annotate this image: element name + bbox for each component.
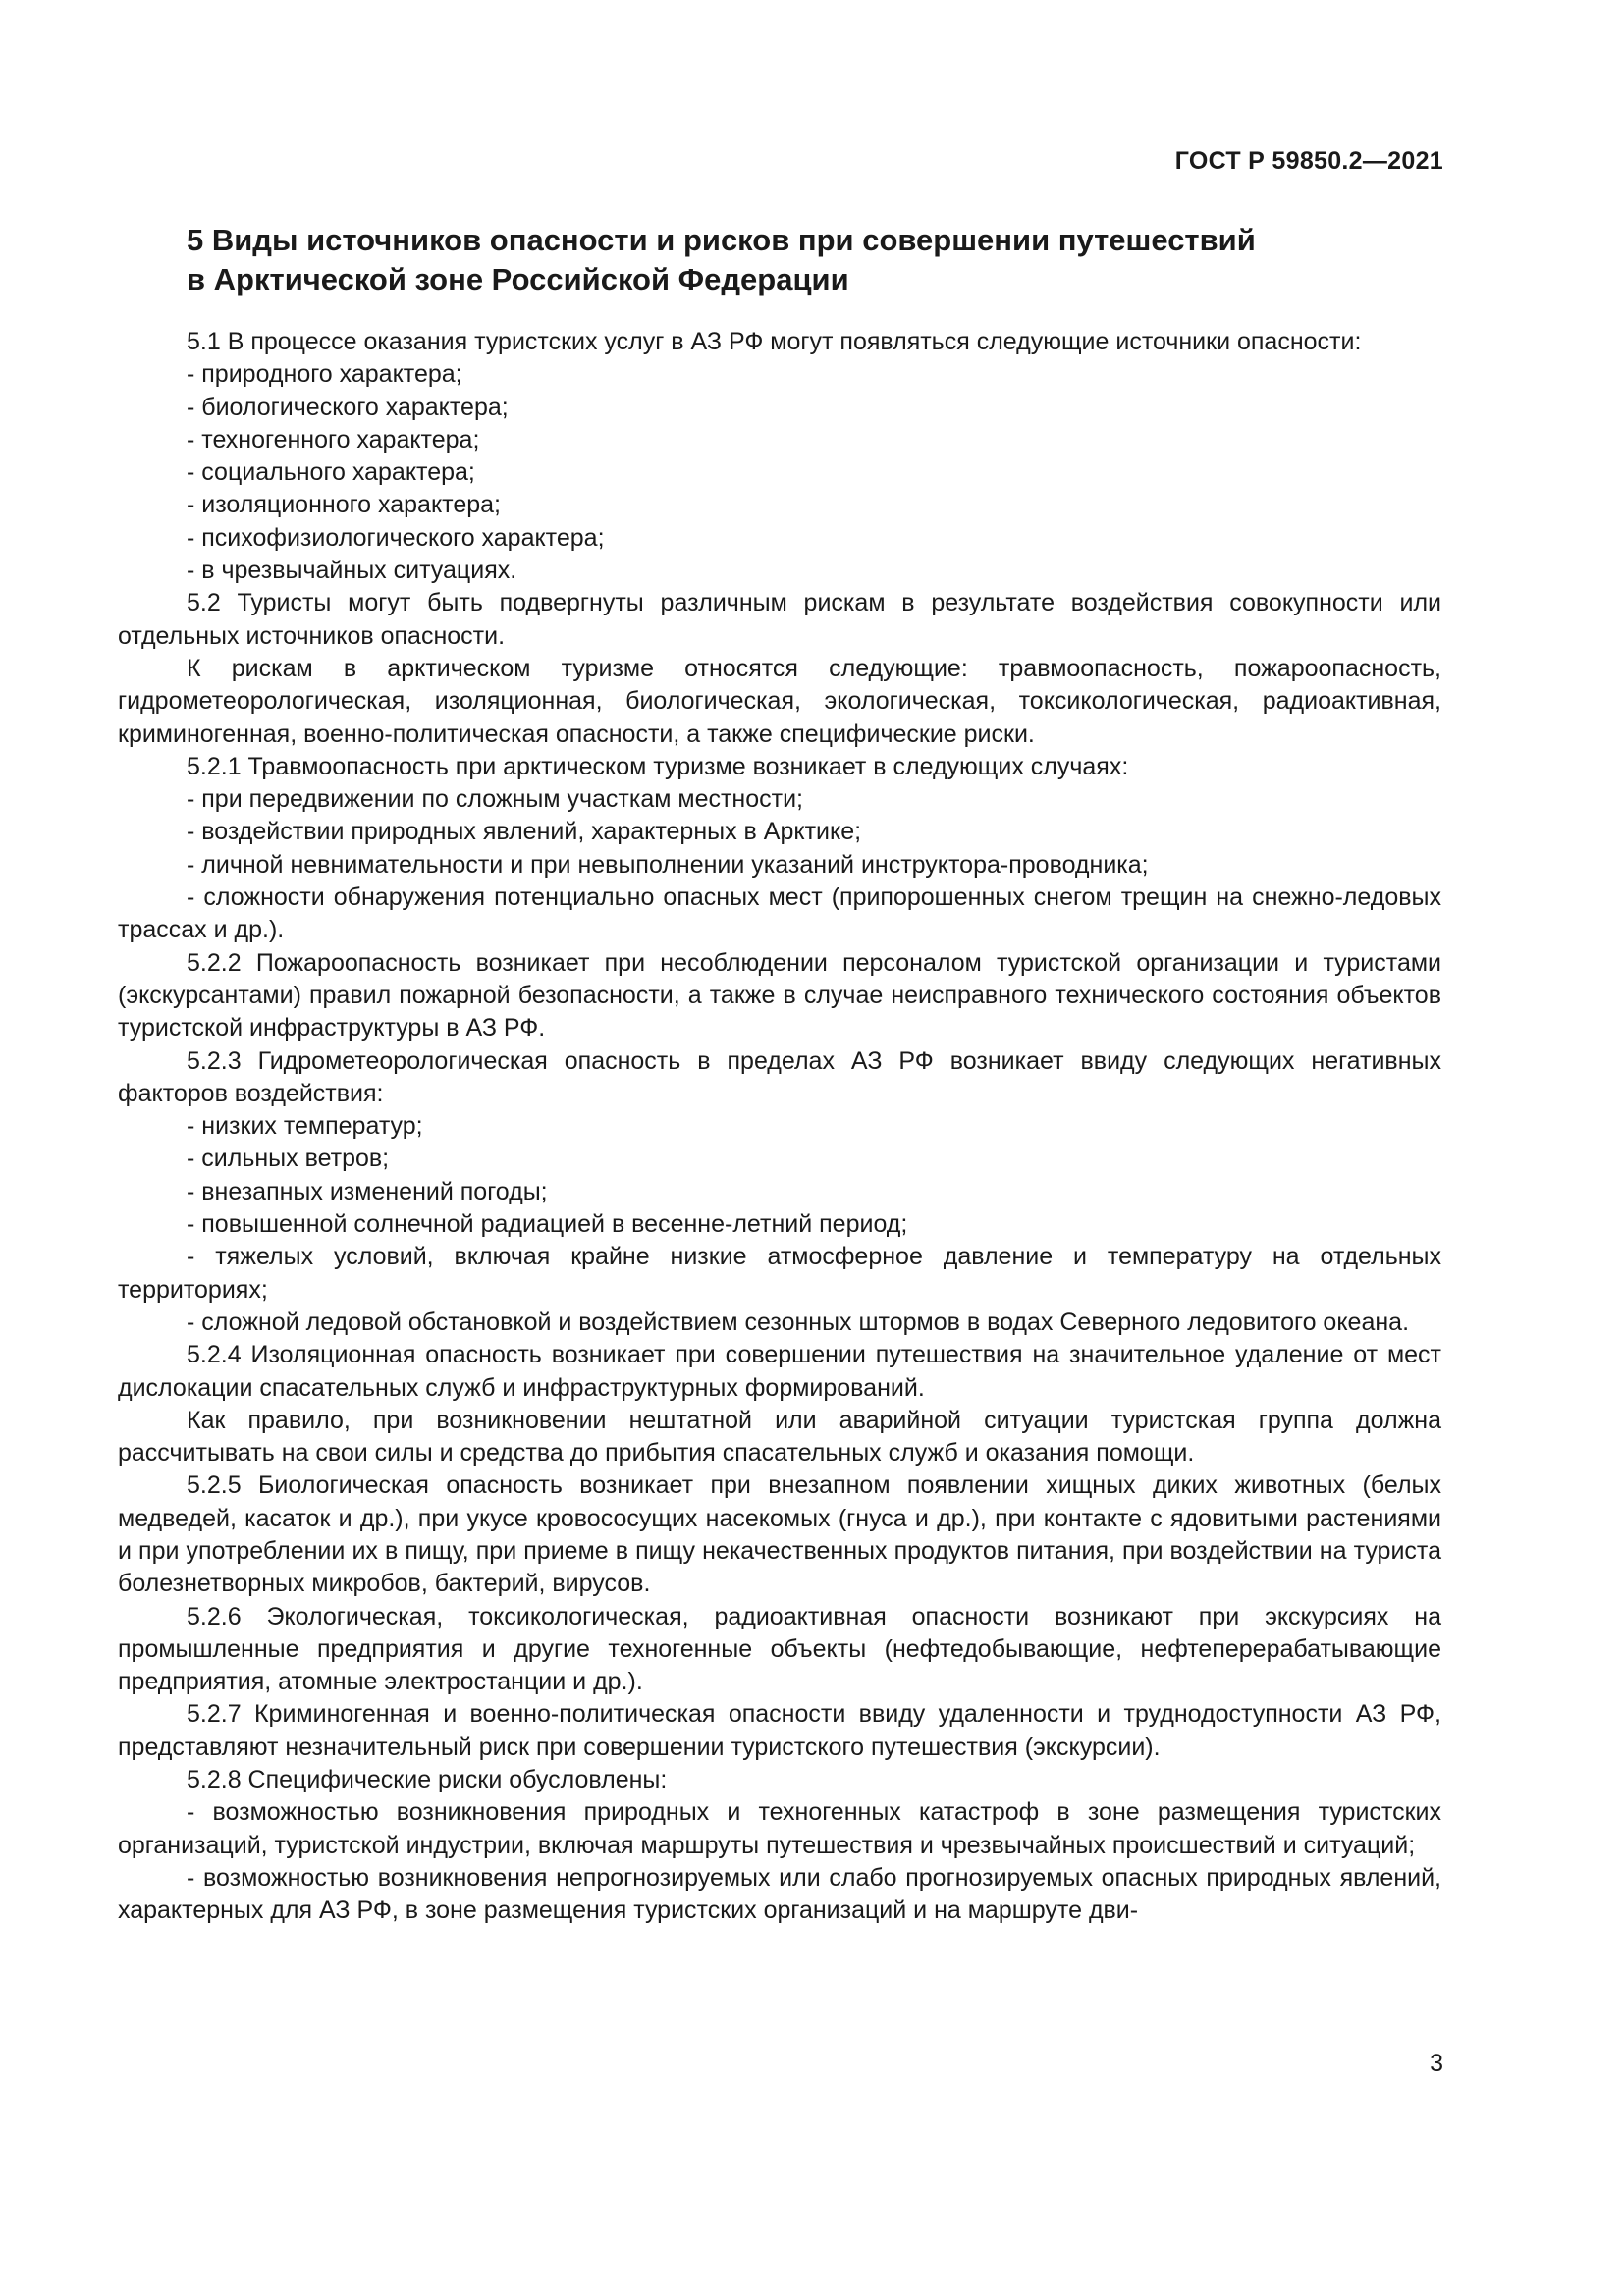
page-number: 3 bbox=[1430, 2050, 1443, 2077]
section-title-line-1: 5 Виды источников опасности и рисков при совершении путешествий bbox=[187, 223, 1256, 257]
section-title bbox=[187, 221, 1424, 299]
section-title-line-2: в Арктической зоне Российской Федерации bbox=[187, 262, 849, 296]
paragraph: 5.2.8 Специфические риски обусловлены: bbox=[187, 1766, 668, 1794]
list-item: - повышенной солнечной радиацией в весенне-летний период; bbox=[187, 1210, 908, 1239]
list-item: - психофизиологического характера; bbox=[187, 523, 605, 552]
paragraph: 5.2.7 Криминогенная и военно-политическая опасности ввиду удаленности и труднодоступности АЗ РФ, представляют незначительный риск при совершении туристского путешествия (экскурсии). bbox=[118, 1700, 1441, 1761]
paragraph: 5.2.1 Травмоопасность при арктическом туризме возникает в следующих случаях: bbox=[187, 752, 1129, 780]
body-text bbox=[118, 326, 1441, 1928]
list-item: - при передвижении по сложным участкам местности; bbox=[187, 785, 803, 814]
paragraph: Как правило, при возникновении нештатной или аварийной ситуации туристская группа должна рассчитывать на свои силы и средства до прибытия спасательных служб и оказания помощи. bbox=[118, 1406, 1441, 1468]
list-item: - тяжелых условий, включая крайне низкие атмосферное давление и температуру на отдельных территориях; bbox=[118, 1243, 1441, 1304]
paragraph: 5.2.2 Пожароопасность возникает при несоблюдении персоналом туристской организации и туристами (экскурсантами) правил пожарной безопасности, а также в случае неисправного технического состояния объектов туристской инфраструктуры в АЗ РФ. bbox=[118, 948, 1441, 1042]
list-item: - личной невнимательности и при невыполнении указаний инструктора-проводника; bbox=[187, 850, 1149, 879]
list-item: - биологического характера; bbox=[187, 393, 509, 421]
list-item: - социального характера; bbox=[187, 458, 475, 487]
paragraph: 5.2.5 Биологическая опасность возникает при внезапном появлении хищных диких животных (белых медведей, касаток и др.), при укусе кровососущих насекомых (гнуса и др.), при контакте с ядовитыми растениями и при употреблении их в пищу, при приеме в пищу некачественных продуктов питания, при воздействии на туриста болезнетворных микробов, бактерий, вирусов. bbox=[118, 1471, 1441, 1598]
paragraph: К рискам в арктическом туризме относятся следующие: травмоопасность, пожароопасность, гидрометеорологическая, изоляционная, биологическая, экологическая, токсикологическая, радиоактивная, криминогенная, военно-политическая опасности, а также специфические риски. bbox=[118, 654, 1441, 748]
list-item: - сложной ледовой обстановкой и воздействием сезонных штормов в водах Северного ледовитого океана. bbox=[187, 1308, 1410, 1336]
list-item: - изоляционного характера; bbox=[187, 491, 501, 519]
list-item: - внезапных изменений погоды; bbox=[187, 1177, 548, 1205]
list-item: - сильных ветров; bbox=[187, 1145, 390, 1173]
list-item: - воздействии природных явлений, характерных в Арктике; bbox=[187, 818, 862, 846]
list-item: - возможностью возникновения природных и техногенных катастроф в зоне размещения туристских организаций, туристской индустрии, включая маршруты путешествия и чрезвычайных происшествий и ситуаций; bbox=[118, 1798, 1441, 1859]
list-item: - сложности обнаружения потенциально опасных мест (припорошенных снегом трещин на снежно-ледовых трассах и др.). bbox=[118, 883, 1441, 944]
list-item: - низких температур; bbox=[187, 1112, 423, 1141]
paragraph: 5.2.4 Изоляционная опасность возникает при совершении путешествия на значительное удаление от мест дислокации спасательных служб и инфраструктурных формирований. bbox=[118, 1341, 1441, 1402]
paragraph: 5.2 Туристы могут быть подвергнуты различным рискам в результате воздействия совокупности или отдельных источников опасности. bbox=[118, 589, 1441, 650]
list-item: - природного характера; bbox=[187, 360, 462, 389]
list-item: - возможностью возникновения непрогнозируемых или слабо прогнозируемых опасных природных явлений, характерных для АЗ РФ, в зоне размещения туристских организаций и на маршруте дви- bbox=[118, 1863, 1441, 1925]
paragraph: 5.1 В процессе оказания туристских услуг в АЗ РФ могут появляться следующие источники опасности: bbox=[187, 328, 1362, 355]
list-item: - в чрезвычайных ситуациях. bbox=[187, 557, 517, 585]
document-code: ГОСТ Р 59850.2—2021 bbox=[1174, 147, 1443, 175]
list-item: - техногенного характера; bbox=[187, 425, 480, 454]
paragraph: 5.2.6 Экологическая, токсикологическая, радиоактивная опасности возникают при экскурсиях на промышленные предприятия и другие техногенные объекты (нефтедобывающие, нефтеперерабатывающие предприятия, атомные электростанции и др.). bbox=[118, 1602, 1441, 1696]
paragraph: 5.2.3 Гидрометеорологическая опасность в пределах АЗ РФ возникает ввиду следующих негативных факторов воздействия: bbox=[118, 1046, 1441, 1107]
